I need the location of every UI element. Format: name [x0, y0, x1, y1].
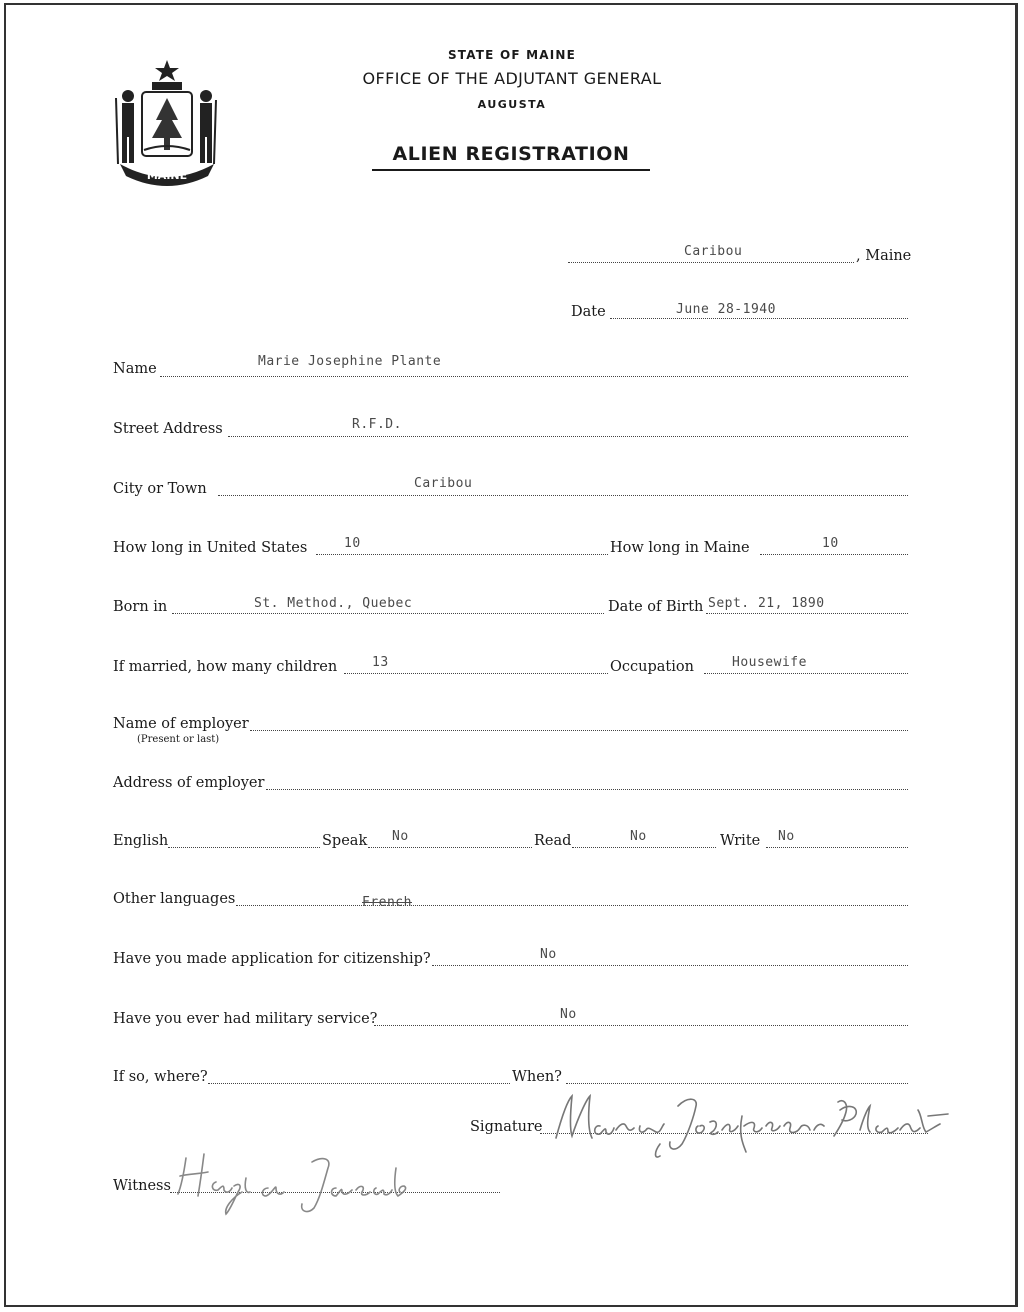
- occupation-label: Occupation: [610, 659, 694, 675]
- title-underline: [372, 169, 650, 171]
- write-value: No: [778, 829, 795, 844]
- how-long-maine-value: 10: [822, 536, 839, 551]
- other-languages-label: Other languages: [113, 891, 236, 907]
- citizenship-line: [432, 965, 908, 966]
- city-value: Caribou: [414, 476, 473, 491]
- military-line: [374, 1025, 908, 1026]
- english-line: [168, 847, 320, 848]
- date-value: June 28-1940: [676, 302, 776, 317]
- signature-label: Signature: [470, 1119, 543, 1135]
- how-long-us-value: 10: [344, 536, 361, 551]
- dob-line: [706, 613, 908, 614]
- when-line: [566, 1083, 908, 1084]
- write-line: [766, 847, 908, 848]
- how-long-maine-line: [760, 554, 908, 555]
- date-label: Date: [571, 304, 606, 320]
- name-label: Name: [113, 361, 157, 377]
- occupation-value: Housewife: [732, 655, 807, 670]
- where-line: [208, 1083, 510, 1084]
- military-value: No: [560, 1007, 577, 1022]
- how-long-us-line: [316, 554, 608, 555]
- employer-label: Name of employer: [113, 716, 249, 732]
- when-label: When?: [512, 1069, 562, 1085]
- occupation-line: [704, 673, 908, 674]
- children-value: 13: [372, 655, 389, 670]
- street-label: Street Address: [113, 421, 223, 437]
- speak-line: [368, 847, 532, 848]
- speak-value: No: [392, 829, 409, 844]
- how-long-maine-label: How long in Maine: [610, 540, 750, 556]
- citizenship-label: Have you made application for citizenship?: [113, 951, 431, 967]
- town-line: [568, 262, 854, 263]
- dob-label: Date of Birth: [608, 599, 704, 615]
- witness-label: Witness: [113, 1178, 171, 1194]
- read-line: [572, 847, 716, 848]
- header-office: OFFICE OF THE ADJUTANT GENERAL: [362, 69, 662, 88]
- employer-line: [250, 730, 908, 731]
- city-label: City or Town: [113, 481, 207, 497]
- employer-address-line: [266, 789, 908, 790]
- read-value: No: [630, 829, 647, 844]
- town-value: Caribou: [684, 244, 743, 259]
- name-value: Marie Josephine Plante: [258, 354, 442, 369]
- form-title: ALIEN REGISTRATION: [392, 143, 630, 165]
- children-line: [344, 673, 608, 674]
- street-line: [228, 436, 908, 437]
- header-city: AUGUSTA: [477, 98, 547, 111]
- employer-address-label: Address of employer: [113, 775, 265, 791]
- dob-value: Sept. 21, 1890: [708, 596, 825, 611]
- citizenship-value: No: [540, 947, 557, 962]
- name-line: [160, 376, 908, 377]
- signature-handwriting: [548, 1086, 958, 1166]
- born-label: Born in: [113, 599, 168, 615]
- how-long-us-label: How long in United States: [113, 540, 308, 556]
- born-value: St. Method., Quebec: [254, 596, 413, 611]
- children-label: If married, how many children: [113, 659, 338, 675]
- street-value: R.F.D.: [352, 417, 402, 432]
- employer-sublabel: (Present or last): [137, 734, 220, 745]
- write-label: Write: [720, 833, 761, 849]
- witness-handwriting: [172, 1148, 432, 1218]
- speak-label: Speak: [322, 833, 368, 849]
- date-line: [610, 318, 908, 319]
- other-languages-value: French: [362, 895, 412, 910]
- where-label: If so, where?: [113, 1069, 208, 1085]
- svg-text:MAINE: MAINE: [146, 169, 188, 182]
- military-label: Have you ever had military service?: [113, 1011, 378, 1027]
- born-line: [172, 613, 604, 614]
- city-line: [218, 495, 908, 496]
- english-label: English: [113, 833, 169, 849]
- other-languages-line: [236, 905, 908, 906]
- header-state: STATE OF MAINE: [447, 48, 577, 62]
- maine-label: , Maine: [856, 248, 912, 264]
- read-label: Read: [534, 833, 572, 849]
